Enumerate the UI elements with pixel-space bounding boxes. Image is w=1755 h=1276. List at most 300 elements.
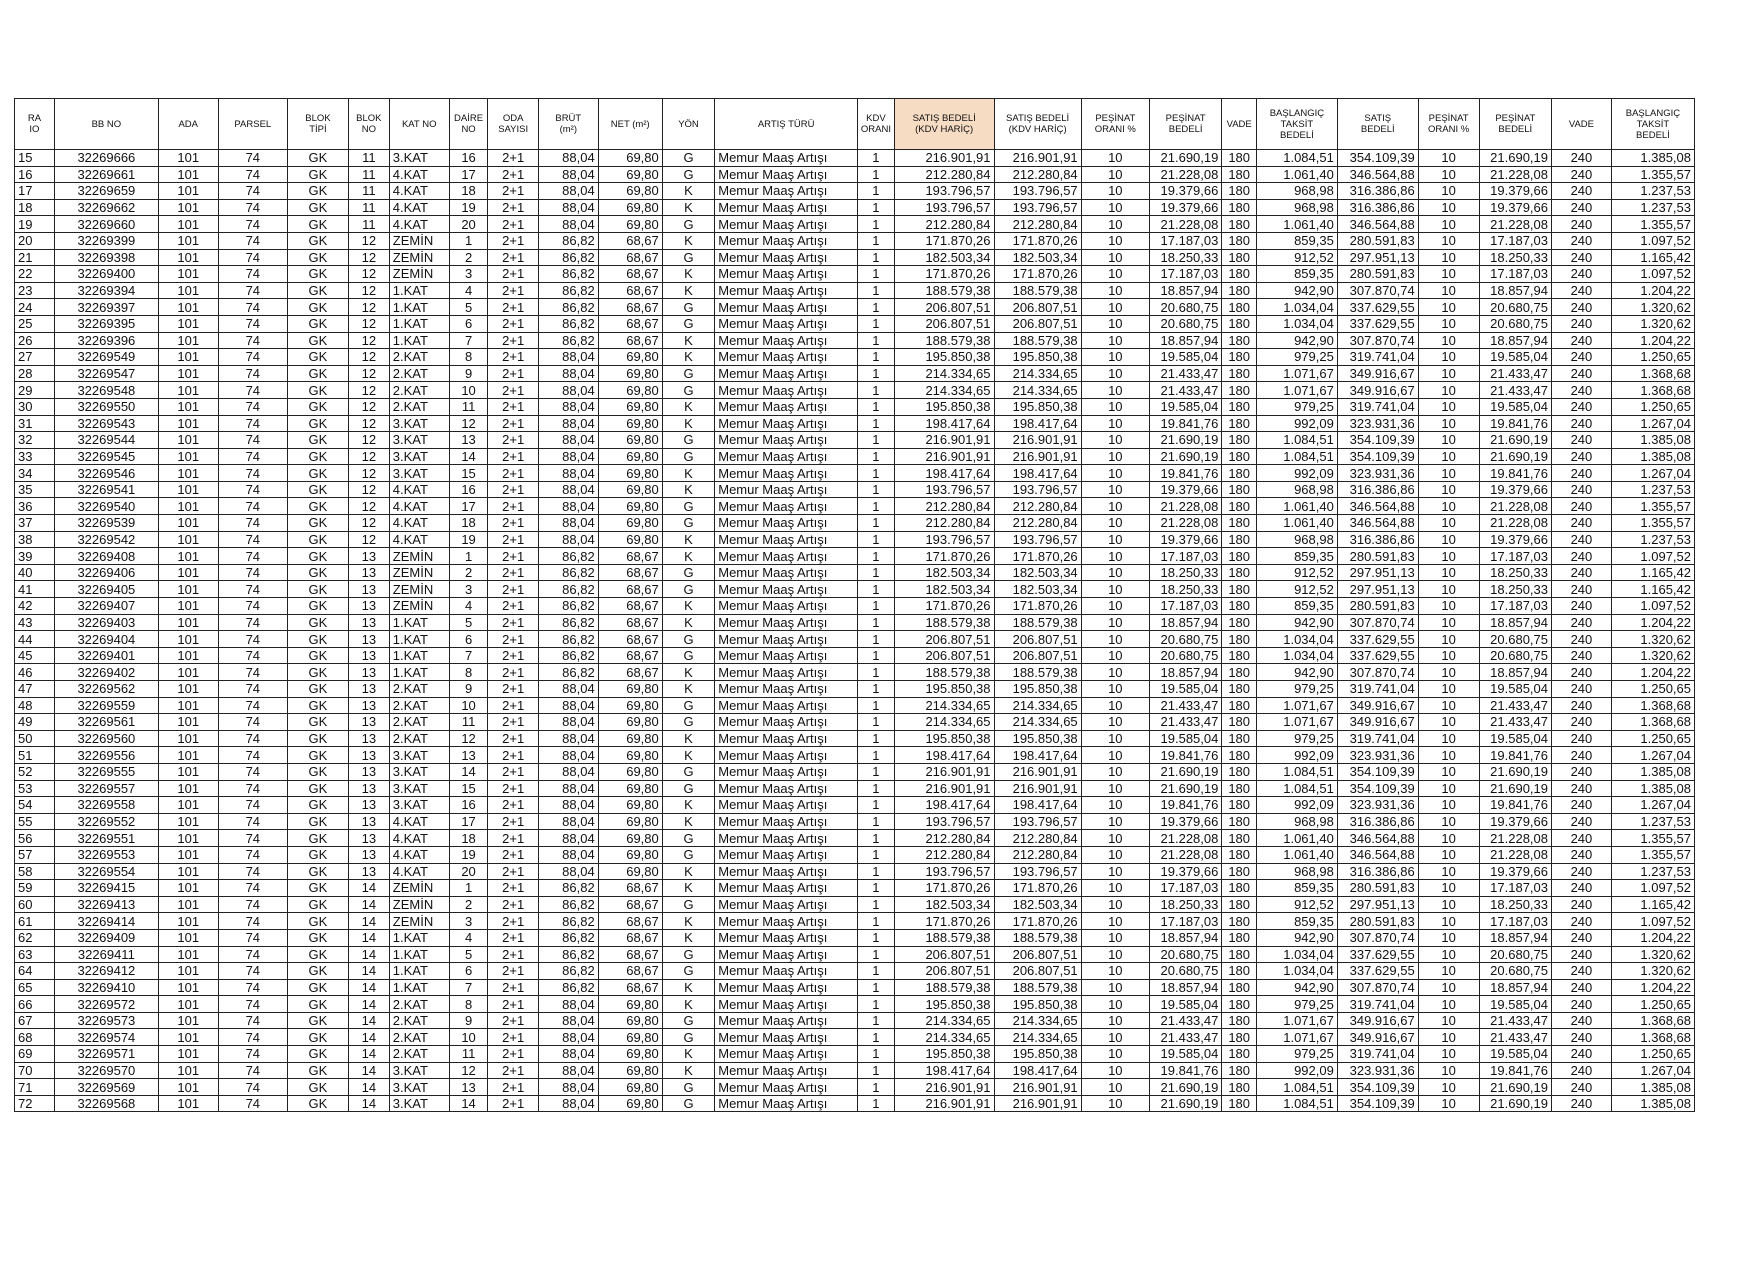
- cell-baslangic-taksit: 1.034,04: [1257, 315, 1338, 332]
- cell-yon: K: [662, 183, 714, 200]
- cell-satis-bedeli-kdv-haric: 216.901,91: [894, 780, 994, 797]
- cell-row-no: 43: [15, 614, 55, 631]
- cell-satis-bedeli-kdv-haric-2: 214.334,65: [994, 365, 1081, 382]
- cell-pesinat-bedeli: 21.690,19: [1149, 780, 1221, 797]
- cell-satis-bedeli-kdv-haric-2: 182.503,34: [994, 564, 1081, 581]
- cell-vade: 180: [1222, 1062, 1257, 1079]
- header-ada: ADA: [158, 99, 218, 150]
- cell-baslangic-taksit-240: 1.320,62: [1611, 299, 1694, 316]
- cell-satis-bedeli-240: 323.931,36: [1337, 1062, 1418, 1079]
- cell-pesinat-orani: 10: [1081, 515, 1149, 532]
- cell-vade-240: 240: [1552, 465, 1612, 482]
- cell-pesinat-orani: 10: [1081, 979, 1149, 996]
- cell-net: 69,80: [598, 199, 662, 216]
- cell-row-no: 64: [15, 963, 55, 980]
- cell-satis-bedeli-240: 316.386,86: [1337, 199, 1418, 216]
- cell-oda-sayisi: 2+1: [488, 963, 538, 980]
- cell-oda-sayisi: 2+1: [488, 880, 538, 897]
- cell-brut: 86,82: [538, 913, 598, 930]
- cell-pesinat-orani-240: 10: [1418, 166, 1479, 183]
- cell-ada: 101: [158, 465, 218, 482]
- cell-yon: K: [662, 1062, 714, 1079]
- cell-oda-sayisi: 2+1: [488, 282, 538, 299]
- cell-parsel: 74: [218, 830, 287, 847]
- cell-blok-no: 13: [348, 730, 389, 747]
- cell-row-no: 49: [15, 714, 55, 731]
- cell-artis-turu: Memur Maaş Artışı: [715, 664, 858, 681]
- cell-blok-no: 14: [348, 896, 389, 913]
- cell-ada: 101: [158, 382, 218, 399]
- cell-vade-240: 240: [1552, 946, 1612, 963]
- cell-blok-tipi: GK: [287, 166, 348, 183]
- cell-pesinat-orani: 10: [1081, 216, 1149, 233]
- cell-blok-tipi: GK: [287, 266, 348, 283]
- cell-pesinat-orani: 10: [1081, 448, 1149, 465]
- cell-net: 69,80: [598, 531, 662, 548]
- cell-satis-bedeli-kdv-haric-2: 206.807,51: [994, 963, 1081, 980]
- cell-blok-tipi: GK: [287, 448, 348, 465]
- cell-bb-no: 32269659: [54, 183, 158, 200]
- cell-kat-no: ZEMİN: [389, 913, 449, 930]
- cell-satis-bedeli-kdv-haric: 206.807,51: [894, 946, 994, 963]
- cell-satis-bedeli-kdv-haric: 198.417,64: [894, 415, 994, 432]
- cell-bb-no: 32269557: [54, 780, 158, 797]
- cell-blok-no: 12: [348, 282, 389, 299]
- cell-brut: 88,04: [538, 1095, 598, 1112]
- cell-artis-turu: Memur Maaş Artışı: [715, 465, 858, 482]
- table-row: [15, 432, 1695, 449]
- cell-net: 69,80: [598, 1079, 662, 1096]
- cell-ada: 101: [158, 166, 218, 183]
- cell-kat-no: 2.KAT: [389, 1012, 449, 1029]
- cell-satis-bedeli-kdv-haric-2: 216.901,91: [994, 150, 1081, 167]
- cell-satis-bedeli-240: 319.741,04: [1337, 1046, 1418, 1063]
- cell-vade-240: 240: [1552, 564, 1612, 581]
- cell-pesinat-orani-240: 10: [1418, 282, 1479, 299]
- cell-pesinat-bedeli: 21.690,19: [1149, 763, 1221, 780]
- table-row: [15, 199, 1695, 216]
- cell-pesinat-orani-240: 10: [1418, 631, 1479, 648]
- cell-vade: 180: [1222, 797, 1257, 814]
- cell-row-no: 34: [15, 465, 55, 482]
- cell-yon: G: [662, 697, 714, 714]
- cell-vade: 180: [1222, 880, 1257, 897]
- cell-net: 68,67: [598, 896, 662, 913]
- cell-ada: 101: [158, 780, 218, 797]
- cell-parsel: 74: [218, 697, 287, 714]
- cell-satis-bedeli-kdv-haric: 182.503,34: [894, 581, 994, 598]
- cell-vade: 180: [1222, 515, 1257, 532]
- cell-baslangic-taksit: 1.061,40: [1257, 515, 1338, 532]
- cell-pesinat-bedeli: 20.680,75: [1149, 946, 1221, 963]
- cell-pesinat-orani: 10: [1081, 432, 1149, 449]
- cell-pesinat-orani: 10: [1081, 664, 1149, 681]
- cell-vade-240: 240: [1552, 515, 1612, 532]
- cell-satis-bedeli-kdv-haric: 216.901,91: [894, 1079, 994, 1096]
- cell-kat-no: 2.KAT: [389, 382, 449, 399]
- cell-baslangic-taksit-240: 1.250,65: [1611, 730, 1694, 747]
- cell-baslangic-taksit: 1.061,40: [1257, 166, 1338, 183]
- cell-pesinat-bedeli: 21.690,19: [1149, 1079, 1221, 1096]
- cell-ada: 101: [158, 963, 218, 980]
- cell-pesinat-orani-240: 10: [1418, 199, 1479, 216]
- cell-blok-tipi: GK: [287, 232, 348, 249]
- cell-oda-sayisi: 2+1: [488, 382, 538, 399]
- cell-pesinat-bedeli: 19.585,04: [1149, 730, 1221, 747]
- cell-baslangic-taksit: 968,98: [1257, 183, 1338, 200]
- cell-vade: 180: [1222, 266, 1257, 283]
- cell-kdv-orani: 1: [858, 996, 895, 1013]
- cell-daire-no: 11: [449, 1046, 488, 1063]
- cell-kdv-orani: 1: [858, 763, 895, 780]
- table-row: [15, 249, 1695, 266]
- cell-oda-sayisi: 2+1: [488, 697, 538, 714]
- cell-pesinat-bedeli: 19.379,66: [1149, 531, 1221, 548]
- cell-blok-tipi: GK: [287, 282, 348, 299]
- cell-row-no: 51: [15, 747, 55, 764]
- cell-pesinat-orani-240: 10: [1418, 1046, 1479, 1063]
- cell-pesinat-orani: 10: [1081, 150, 1149, 167]
- cell-pesinat-orani-240: 10: [1418, 813, 1479, 830]
- cell-pesinat-orani-240: 10: [1418, 896, 1479, 913]
- cell-pesinat-bedeli: 20.680,75: [1149, 299, 1221, 316]
- cell-vade-240: 240: [1552, 846, 1612, 863]
- cell-satis-bedeli-240: 316.386,86: [1337, 183, 1418, 200]
- cell-baslangic-taksit-240: 1.237,53: [1611, 481, 1694, 498]
- cell-pesinat-bedeli: 21.433,47: [1149, 1012, 1221, 1029]
- cell-pesinat-bedeli-240: 21.433,47: [1479, 1012, 1551, 1029]
- cell-pesinat-bedeli-240: 21.228,08: [1479, 498, 1551, 515]
- cell-kat-no: ZEMİN: [389, 266, 449, 283]
- cell-satis-bedeli-240: 323.931,36: [1337, 797, 1418, 814]
- cell-artis-turu: Memur Maaş Artışı: [715, 332, 858, 349]
- cell-brut: 88,04: [538, 183, 598, 200]
- cell-baslangic-taksit: 1.071,67: [1257, 1012, 1338, 1029]
- cell-artis-turu: Memur Maaş Artışı: [715, 249, 858, 266]
- cell-row-no: 17: [15, 183, 55, 200]
- cell-kat-no: 4.KAT: [389, 216, 449, 233]
- cell-daire-no: 12: [449, 415, 488, 432]
- cell-bb-no: 32269545: [54, 448, 158, 465]
- cell-pesinat-orani: 10: [1081, 846, 1149, 863]
- cell-satis-bedeli-240: 307.870,74: [1337, 614, 1418, 631]
- cell-brut: 88,04: [538, 216, 598, 233]
- cell-net: 68,67: [598, 548, 662, 565]
- cell-blok-no: 14: [348, 963, 389, 980]
- cell-pesinat-orani: 10: [1081, 183, 1149, 200]
- cell-bb-no: 32269546: [54, 465, 158, 482]
- cell-baslangic-taksit-240: 1.320,62: [1611, 631, 1694, 648]
- cell-pesinat-bedeli: 21.228,08: [1149, 515, 1221, 532]
- cell-blok-tipi: GK: [287, 780, 348, 797]
- cell-vade-240: 240: [1552, 1012, 1612, 1029]
- table-row: [15, 1079, 1695, 1096]
- cell-satis-bedeli-240: 346.564,88: [1337, 515, 1418, 532]
- cell-blok-no: 14: [348, 1079, 389, 1096]
- cell-satis-bedeli-240: 280.591,83: [1337, 232, 1418, 249]
- cell-vade-240: 240: [1552, 199, 1612, 216]
- cell-ada: 101: [158, 681, 218, 698]
- cell-oda-sayisi: 2+1: [488, 681, 538, 698]
- cell-row-no: 19: [15, 216, 55, 233]
- cell-pesinat-orani: 10: [1081, 249, 1149, 266]
- cell-kdv-orani: 1: [858, 929, 895, 946]
- cell-parsel: 74: [218, 946, 287, 963]
- cell-baslangic-taksit-240: 1.355,57: [1611, 846, 1694, 863]
- cell-daire-no: 10: [449, 1029, 488, 1046]
- cell-baslangic-taksit-240: 1.368,68: [1611, 382, 1694, 399]
- cell-blok-no: 12: [348, 498, 389, 515]
- table-row: [15, 714, 1695, 731]
- cell-net: 69,80: [598, 150, 662, 167]
- cell-satis-bedeli-kdv-haric: 188.579,38: [894, 929, 994, 946]
- cell-pesinat-bedeli: 21.433,47: [1149, 382, 1221, 399]
- cell-vade: 180: [1222, 996, 1257, 1013]
- cell-kdv-orani: 1: [858, 531, 895, 548]
- cell-ada: 101: [158, 913, 218, 930]
- cell-ada: 101: [158, 880, 218, 897]
- cell-baslangic-taksit: 859,35: [1257, 266, 1338, 283]
- cell-parsel: 74: [218, 1062, 287, 1079]
- cell-artis-turu: Memur Maaş Artışı: [715, 448, 858, 465]
- cell-satis-bedeli-240: 337.629,55: [1337, 315, 1418, 332]
- cell-net: 69,80: [598, 481, 662, 498]
- cell-brut: 86,82: [538, 614, 598, 631]
- cell-ada: 101: [158, 448, 218, 465]
- cell-oda-sayisi: 2+1: [488, 398, 538, 415]
- cell-brut: 86,82: [538, 315, 598, 332]
- cell-daire-no: 14: [449, 1095, 488, 1112]
- cell-baslangic-taksit-240: 1.267,04: [1611, 797, 1694, 814]
- cell-pesinat-bedeli: 18.250,33: [1149, 581, 1221, 598]
- cell-blok-tipi: GK: [287, 664, 348, 681]
- cell-brut: 88,04: [538, 1046, 598, 1063]
- cell-parsel: 74: [218, 150, 287, 167]
- cell-artis-turu: Memur Maaş Artışı: [715, 515, 858, 532]
- cell-baslangic-taksit: 1.034,04: [1257, 963, 1338, 980]
- cell-pesinat-bedeli-240: 21.228,08: [1479, 166, 1551, 183]
- cell-blok-tipi: GK: [287, 763, 348, 780]
- cell-yon: K: [662, 979, 714, 996]
- cell-pesinat-orani: 10: [1081, 747, 1149, 764]
- cell-satis-bedeli-240: 346.564,88: [1337, 498, 1418, 515]
- cell-pesinat-orani-240: 10: [1418, 548, 1479, 565]
- cell-brut: 88,04: [538, 797, 598, 814]
- table-body: [15, 150, 1695, 1112]
- cell-pesinat-bedeli-240: 18.250,33: [1479, 249, 1551, 266]
- cell-yon: K: [662, 398, 714, 415]
- cell-pesinat-orani: 10: [1081, 315, 1149, 332]
- cell-kdv-orani: 1: [858, 863, 895, 880]
- cell-baslangic-taksit-240: 1.097,52: [1611, 232, 1694, 249]
- table-row: [15, 647, 1695, 664]
- cell-blok-tipi: GK: [287, 498, 348, 515]
- cell-blok-no: 13: [348, 830, 389, 847]
- cell-kdv-orani: 1: [858, 664, 895, 681]
- cell-bb-no: 32269395: [54, 315, 158, 332]
- cell-satis-bedeli-kdv-haric: 206.807,51: [894, 299, 994, 316]
- cell-daire-no: 7: [449, 332, 488, 349]
- cell-brut: 86,82: [538, 249, 598, 266]
- cell-bb-no: 32269661: [54, 166, 158, 183]
- cell-satis-bedeli-kdv-haric-2: 198.417,64: [994, 747, 1081, 764]
- cell-row-no: 61: [15, 913, 55, 930]
- cell-pesinat-orani: 10: [1081, 498, 1149, 515]
- cell-net: 68,67: [598, 631, 662, 648]
- cell-row-no: 53: [15, 780, 55, 797]
- cell-ada: 101: [158, 813, 218, 830]
- cell-kdv-orani: 1: [858, 697, 895, 714]
- cell-kat-no: 1.KAT: [389, 315, 449, 332]
- cell-artis-turu: Memur Maaş Artışı: [715, 216, 858, 233]
- cell-pesinat-bedeli-240: 18.857,94: [1479, 282, 1551, 299]
- cell-satis-bedeli-kdv-haric: 195.850,38: [894, 349, 994, 366]
- cell-vade: 180: [1222, 963, 1257, 980]
- cell-brut: 88,04: [538, 465, 598, 482]
- cell-net: 68,67: [598, 598, 662, 615]
- cell-blok-no: 12: [348, 249, 389, 266]
- cell-pesinat-orani-240: 10: [1418, 332, 1479, 349]
- cell-satis-bedeli-kdv-haric: 206.807,51: [894, 631, 994, 648]
- cell-blok-tipi: GK: [287, 415, 348, 432]
- cell-daire-no: 8: [449, 664, 488, 681]
- cell-baslangic-taksit: 942,90: [1257, 664, 1338, 681]
- cell-pesinat-orani: 10: [1081, 697, 1149, 714]
- cell-parsel: 74: [218, 1046, 287, 1063]
- cell-vade: 180: [1222, 150, 1257, 167]
- cell-satis-bedeli-kdv-haric: 182.503,34: [894, 896, 994, 913]
- cell-net: 69,80: [598, 846, 662, 863]
- cell-satis-bedeli-kdv-haric-2: 214.334,65: [994, 382, 1081, 399]
- cell-oda-sayisi: 2+1: [488, 564, 538, 581]
- cell-brut: 88,04: [538, 531, 598, 548]
- cell-parsel: 74: [218, 714, 287, 731]
- cell-kdv-orani: 1: [858, 199, 895, 216]
- cell-yon: G: [662, 1079, 714, 1096]
- cell-net: 69,80: [598, 996, 662, 1013]
- cell-kat-no: 4.KAT: [389, 846, 449, 863]
- cell-yon: G: [662, 581, 714, 598]
- cell-satis-bedeli-240: 316.386,86: [1337, 531, 1418, 548]
- cell-net: 69,80: [598, 863, 662, 880]
- cell-blok-tipi: GK: [287, 315, 348, 332]
- cell-kat-no: 4.KAT: [389, 813, 449, 830]
- cell-baslangic-taksit-240: 1.097,52: [1611, 598, 1694, 615]
- cell-pesinat-bedeli: 17.187,03: [1149, 913, 1221, 930]
- cell-parsel: 74: [218, 382, 287, 399]
- cell-oda-sayisi: 2+1: [488, 797, 538, 814]
- cell-satis-bedeli-kdv-haric-2: 188.579,38: [994, 664, 1081, 681]
- cell-blok-no: 14: [348, 946, 389, 963]
- cell-daire-no: 17: [449, 166, 488, 183]
- cell-kdv-orani: 1: [858, 349, 895, 366]
- cell-satis-bedeli-240: 297.951,13: [1337, 249, 1418, 266]
- cell-vade: 180: [1222, 1095, 1257, 1112]
- cell-blok-tipi: GK: [287, 830, 348, 847]
- cell-pesinat-bedeli-240: 20.680,75: [1479, 946, 1551, 963]
- cell-daire-no: 2: [449, 896, 488, 913]
- table-row: [15, 581, 1695, 598]
- cell-ada: 101: [158, 1095, 218, 1112]
- cell-blok-no: 13: [348, 664, 389, 681]
- table-row: [15, 216, 1695, 233]
- cell-pesinat-bedeli: 18.250,33: [1149, 249, 1221, 266]
- cell-net: 69,80: [598, 216, 662, 233]
- cell-satis-bedeli-kdv-haric: 214.334,65: [894, 1029, 994, 1046]
- cell-baslangic-taksit-240: 1.320,62: [1611, 315, 1694, 332]
- cell-satis-bedeli-kdv-haric-2: 171.870,26: [994, 548, 1081, 565]
- cell-brut: 88,04: [538, 846, 598, 863]
- cell-oda-sayisi: 2+1: [488, 730, 538, 747]
- cell-baslangic-taksit: 859,35: [1257, 598, 1338, 615]
- cell-pesinat-orani: 10: [1081, 382, 1149, 399]
- cell-pesinat-orani: 10: [1081, 564, 1149, 581]
- cell-pesinat-orani: 10: [1081, 365, 1149, 382]
- cell-ada: 101: [158, 996, 218, 1013]
- cell-blok-no: 13: [348, 763, 389, 780]
- cell-brut: 86,82: [538, 929, 598, 946]
- cell-brut: 88,04: [538, 763, 598, 780]
- cell-satis-bedeli-kdv-haric: 171.870,26: [894, 266, 994, 283]
- cell-yon: K: [662, 465, 714, 482]
- cell-brut: 88,04: [538, 150, 598, 167]
- cell-pesinat-bedeli: 18.857,94: [1149, 614, 1221, 631]
- cell-ada: 101: [158, 979, 218, 996]
- cell-daire-no: 11: [449, 714, 488, 731]
- cell-ada: 101: [158, 614, 218, 631]
- cell-daire-no: 17: [449, 813, 488, 830]
- cell-vade: 180: [1222, 183, 1257, 200]
- cell-kat-no: 3.KAT: [389, 780, 449, 797]
- cell-ada: 101: [158, 747, 218, 764]
- cell-vade: 180: [1222, 481, 1257, 498]
- cell-yon: G: [662, 564, 714, 581]
- cell-parsel: 74: [218, 681, 287, 698]
- cell-vade: 180: [1222, 465, 1257, 482]
- cell-satis-bedeli-240: 323.931,36: [1337, 747, 1418, 764]
- cell-yon: K: [662, 266, 714, 283]
- table-header: [15, 99, 1695, 150]
- cell-satis-bedeli-kdv-haric: 188.579,38: [894, 282, 994, 299]
- cell-blok-tipi: GK: [287, 863, 348, 880]
- table-row: [15, 232, 1695, 249]
- cell-satis-bedeli-240: 354.109,39: [1337, 780, 1418, 797]
- cell-pesinat-bedeli-240: 18.250,33: [1479, 581, 1551, 598]
- cell-satis-bedeli-kdv-haric-2: 195.850,38: [994, 1046, 1081, 1063]
- cell-daire-no: 9: [449, 1012, 488, 1029]
- cell-blok-no: 14: [348, 996, 389, 1013]
- cell-parsel: 74: [218, 929, 287, 946]
- cell-baslangic-taksit-240: 1.385,08: [1611, 1095, 1694, 1112]
- cell-baslangic-taksit-240: 1.355,57: [1611, 166, 1694, 183]
- cell-satis-bedeli-kdv-haric-2: 214.334,65: [994, 1029, 1081, 1046]
- cell-bb-no: 32269410: [54, 979, 158, 996]
- cell-pesinat-orani-240: 10: [1418, 564, 1479, 581]
- cell-oda-sayisi: 2+1: [488, 581, 538, 598]
- cell-satis-bedeli-kdv-haric-2: 214.334,65: [994, 697, 1081, 714]
- cell-yon: G: [662, 1012, 714, 1029]
- cell-bb-no: 32269540: [54, 498, 158, 515]
- cell-oda-sayisi: 2+1: [488, 747, 538, 764]
- cell-baslangic-taksit: 1.071,67: [1257, 1029, 1338, 1046]
- cell-vade-240: 240: [1552, 730, 1612, 747]
- cell-satis-bedeli-kdv-haric-2: 193.796,57: [994, 183, 1081, 200]
- cell-pesinat-orani-240: 10: [1418, 382, 1479, 399]
- cell-satis-bedeli-kdv-haric-2: 195.850,38: [994, 996, 1081, 1013]
- cell-blok-no: 14: [348, 1095, 389, 1112]
- cell-vade-240: 240: [1552, 498, 1612, 515]
- cell-satis-bedeli-kdv-haric-2: 198.417,64: [994, 797, 1081, 814]
